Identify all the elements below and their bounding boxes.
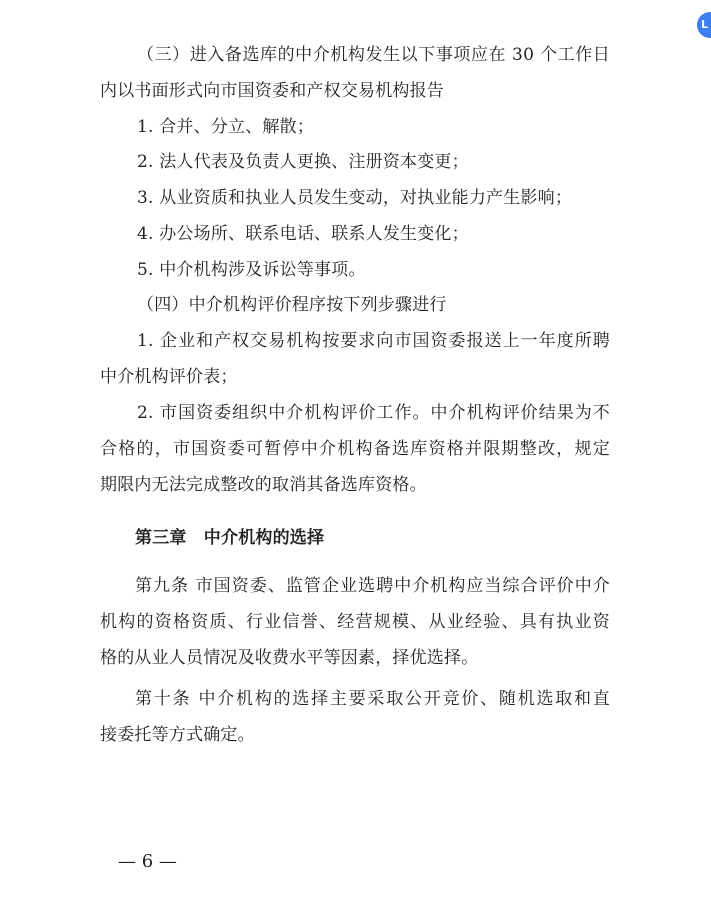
article-9-line: 格的从业人员情况及收费水平等因素，择优选择。 xyxy=(100,648,479,668)
article-9-line: 第九条 市国资委、监管企业选聘中介机构应当综合评价中介 xyxy=(135,576,610,596)
list-item: 4. 办公场所、联系电话、联系人发生变化； xyxy=(137,224,469,244)
list-item: 2. 市国资委组织中介机构评价工作。中介机构评价结果为不 xyxy=(137,403,610,423)
article-9-line: 机构的资格资质、行业信誉、经营规模、从业经验、具有执业资 xyxy=(100,612,610,632)
text-line: 内以书面形式向市国资委和产权交易机构报告 xyxy=(100,81,444,101)
text-line: （三）进入备选库的中介机构发生以下事项应在 30 个工作日 xyxy=(137,45,610,65)
text-line: 期限内无法完成整改的取消其备选库资格。 xyxy=(100,475,427,495)
text-line: （四）中介机构评价程序按下列步骤进行 xyxy=(137,295,447,315)
list-item: 2. 法人代表及负责人更换、注册资本变更； xyxy=(137,152,469,172)
article-10-line: 第十条 中介机构的选择主要采取公开竞价、随机选取和直 xyxy=(135,689,610,709)
list-item: 1. 企业和产权交易机构按要求向市国资委报送上一年度所聘 xyxy=(137,331,610,351)
chapter-heading: 第三章 中介机构的选择 xyxy=(135,528,325,548)
article-10-line: 接委托等方式确定。 xyxy=(100,725,255,745)
user-avatar-badge[interactable]: L xyxy=(697,12,711,38)
list-item: 5. 中介机构涉及诉讼等事项。 xyxy=(137,260,366,280)
list-item: 1. 合并、分立、解散； xyxy=(137,117,315,137)
text-line: 合格的，市国资委可暂停中介机构备选库资格并限期整改，规定 xyxy=(100,439,610,459)
page-number: — 6 — xyxy=(118,851,177,872)
list-item: 3. 从业资质和执业人员发生变动，对执业能力产生影响； xyxy=(137,188,573,208)
text-line: 中介机构评价表； xyxy=(100,367,238,387)
